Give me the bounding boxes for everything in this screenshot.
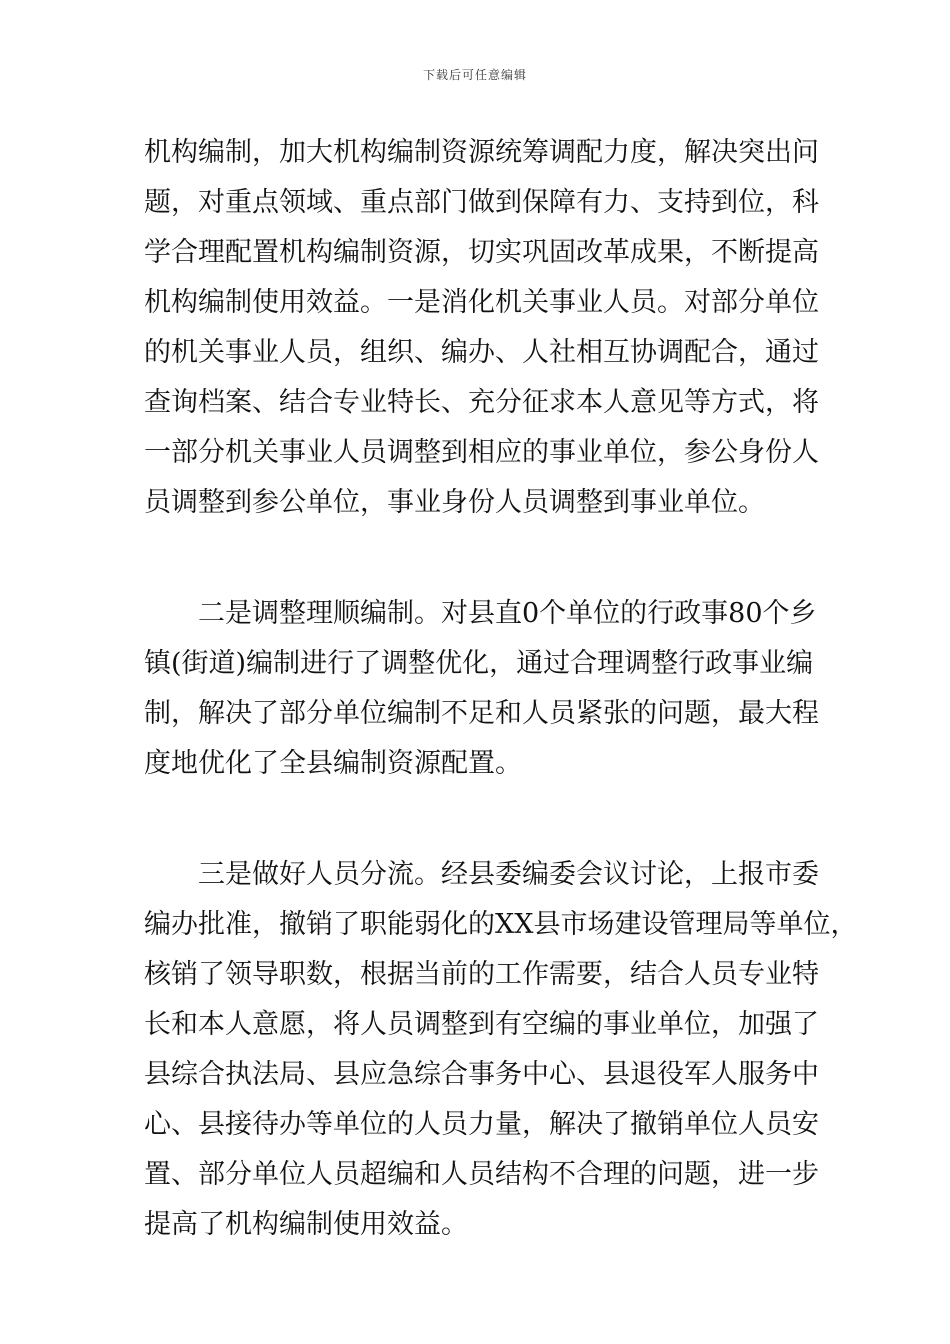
text-line: 县综合执法局、县应急综合事务中心、县退役军人服务中 (144, 1059, 819, 1090)
header-note: 下载后可任意编辑 (422, 68, 527, 82)
paragraph-spacer (144, 528, 824, 589)
text-line: 核销了领导职数，根据当前的工作需要，结合人员专业特 (144, 959, 819, 990)
text-line: 学合理配置机构编制资源，切实巩固改革成果，不断提高 (144, 237, 819, 268)
text-line: 镇(街道)编制进行了调整优化，通过合理调整行政事业编 (144, 648, 814, 679)
text-line: 二是调整理顺编制。对县直0个单位的行政事80个乡 (144, 598, 817, 629)
paragraph-spacer (144, 789, 824, 850)
paragraph-3 (144, 850, 858, 1250)
text-line: 置、部分单位人员超编和人员结构不合理的问题，进一步 (144, 1159, 819, 1190)
text-line: 查询档案、结合专业特长、充分征求本人意见等方式，将 (144, 387, 819, 418)
text-line: 制，解决了部分单位编制不足和人员紧张的问题，最大程 (144, 698, 819, 729)
text-line: 员调整到参公单位，事业身份人员调整到事业单位。 (144, 487, 765, 518)
text-line: 度地优化了全县编制资源配置。 (144, 748, 522, 779)
paragraph-2 (144, 589, 824, 789)
text-line: 题，对重点领域、重点部门做到保障有力、支持到位，科 (144, 187, 819, 218)
text-line: 一部分机关事业人员调整到相应的事业单位，参公身份人 (144, 437, 819, 468)
text-line: 机构编制，加大机构编制资源统筹调配力度，解决突出问 (144, 137, 819, 168)
text-line: 的机关事业人员，组织、编办、人社相互协调配合，通过 (144, 337, 819, 368)
text-line: 三是做好人员分流。经县委编委会议讨论，上报市委 (144, 859, 819, 890)
text-line: 提高了机构编制使用效益。 (144, 1209, 468, 1240)
text-line: 编办批准，撤销了职能弱化的XX县市场建设管理局等单位， (144, 909, 858, 940)
text-line: 长和本人意愿，将人员调整到有空编的事业单位，加强了 (144, 1009, 819, 1040)
text-line: 心、县接待办等单位的人员力量，解决了撤销单位人员安 (144, 1109, 819, 1140)
document-body (144, 128, 858, 1250)
text-line: 机构编制使用效益。一是消化机关事业人员。对部分单位 (144, 287, 819, 318)
paragraph-1 (144, 128, 824, 528)
